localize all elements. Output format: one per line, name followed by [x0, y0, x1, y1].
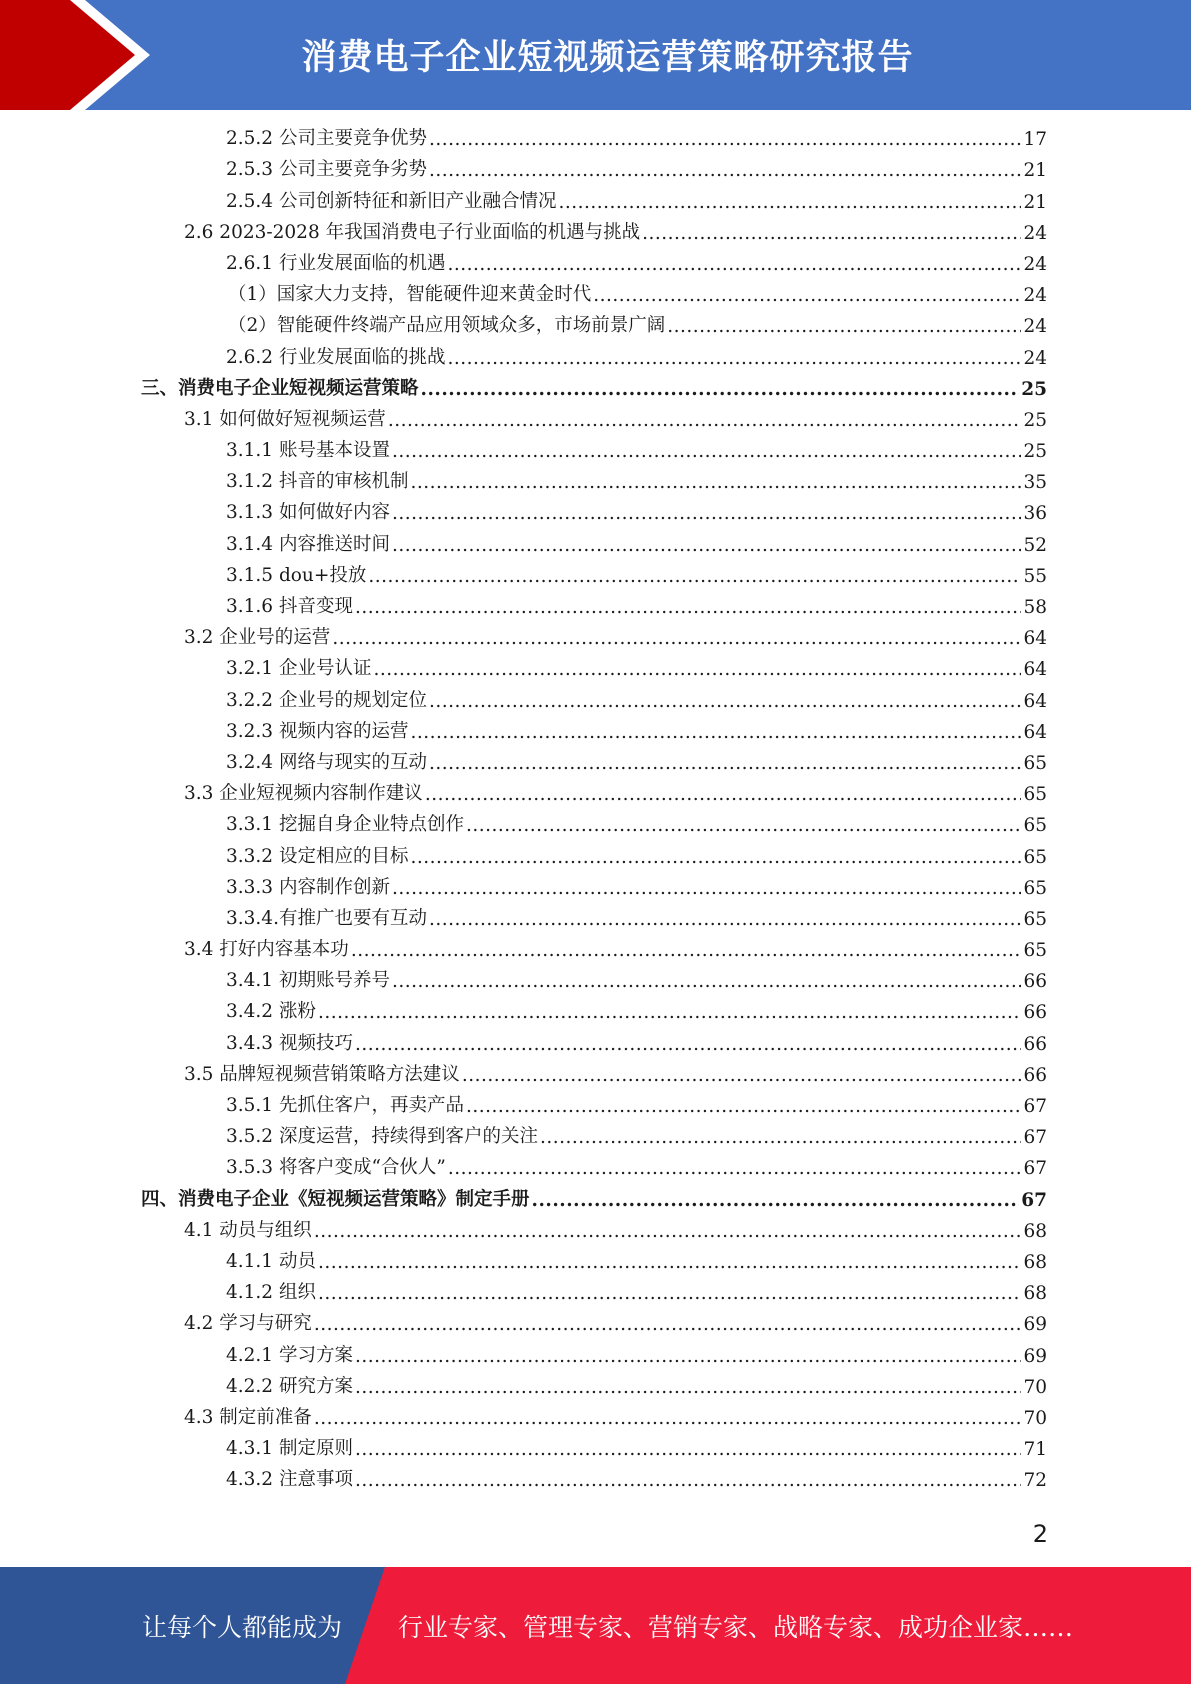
- toc-dot-leader: [558, 192, 1021, 218]
- toc-entry[interactable]: [0, 1184, 1191, 1215]
- toc-dot-leader: [355, 597, 1022, 623]
- toc-dot-leader: [392, 878, 1021, 904]
- toc-entry-title: 4.2.2 研究方案: [226, 1375, 353, 1397]
- toc-entry[interactable]: [0, 1060, 1191, 1091]
- toc-entry-page: 24: [1023, 347, 1047, 369]
- toc-entry-page: 65: [1023, 752, 1047, 774]
- toc-dot-leader: [466, 1096, 1021, 1122]
- toc-entry[interactable]: [0, 405, 1191, 436]
- toc-dot-leader: [373, 659, 1021, 685]
- toc-dot-leader: [318, 1252, 1022, 1278]
- toc-dot-leader: [447, 254, 1021, 280]
- toc-dot-leader: [532, 1190, 1020, 1216]
- toc-dot-leader: [448, 1158, 1022, 1184]
- toc-entry[interactable]: [0, 623, 1191, 654]
- toc-entry-title: 2.5.4 公司创新特征和新旧产业融合情况: [226, 190, 557, 212]
- toc-dot-leader: [318, 1283, 1022, 1309]
- toc-entry-title: 2.5.2 公司主要竞争优势: [226, 128, 427, 150]
- toc-entry[interactable]: [0, 280, 1191, 311]
- toc-entry-title: 2.6.1 行业发展面临的机遇: [226, 252, 446, 274]
- toc-entry[interactable]: [0, 1278, 1191, 1309]
- toc-entry[interactable]: [0, 1340, 1191, 1371]
- toc-entry-title: 3.1.3 如何做好内容: [226, 502, 390, 524]
- toc-entry[interactable]: [0, 467, 1191, 498]
- toc-entry-page: 67: [1023, 1096, 1047, 1117]
- toc-entry-title: 3.2.1 企业号认证: [226, 658, 372, 680]
- toc-entry-page: 25: [1021, 378, 1047, 400]
- toc-dot-leader: [392, 535, 1021, 561]
- toc-dot-leader: [332, 628, 1021, 654]
- toc-entry-title: 3.4.1 初期账号养号: [226, 970, 390, 992]
- toc-entry-page: 68: [1023, 1220, 1047, 1242]
- toc-entry-page: 25: [1023, 441, 1047, 463]
- toc-entry[interactable]: [0, 935, 1191, 966]
- toc-entry-page: 25: [1023, 409, 1047, 431]
- toc-entry-title: （2）智能硬件终端产品应用领域众多，市场前景广阔: [228, 315, 666, 337]
- toc-dot-leader: [355, 1034, 1022, 1060]
- toc-dot-leader: [429, 160, 1021, 186]
- toc-entry-page: 65: [1023, 784, 1047, 806]
- toc-entry-title: 3.5.1 先抓住客户，再卖产品: [226, 1095, 464, 1116]
- toc-entry-title: 3.1.4 内容推送时间: [226, 533, 390, 555]
- toc-entry-title: 3.2.3 视频内容的运营: [226, 720, 409, 742]
- toc-dot-leader: [355, 1346, 1022, 1372]
- toc-dot-leader: [355, 1470, 1022, 1496]
- toc-entry-page: 71: [1023, 1439, 1047, 1461]
- toc-entry[interactable]: [0, 1122, 1191, 1153]
- toc-entry-page: 52: [1023, 534, 1047, 556]
- toc-entry-page: 21: [1023, 191, 1047, 213]
- toc-entry-page: 67: [1023, 1127, 1047, 1149]
- toc-dot-leader: [392, 503, 1021, 529]
- toc-entry[interactable]: [0, 748, 1191, 779]
- toc-entry-title: 4.3.2 注意事项: [226, 1469, 353, 1491]
- toc-entry[interactable]: [0, 529, 1191, 560]
- toc-dot-leader: [429, 691, 1021, 717]
- toc-entry[interactable]: [0, 1434, 1191, 1465]
- toc-dot-leader: [429, 129, 1021, 155]
- toc-entry[interactable]: [0, 810, 1191, 841]
- toc-entry-title: 4.2 学习与研究: [184, 1313, 312, 1335]
- toc-entry-title: 3.1.1 账号基本设置: [226, 440, 390, 462]
- toc-entry-page: 70: [1023, 1407, 1047, 1429]
- toc-entry-page: 65: [1023, 940, 1047, 962]
- toc-entry-page: 64: [1023, 628, 1047, 650]
- toc-dot-leader: [368, 566, 1021, 592]
- toc-entry[interactable]: [0, 249, 1191, 280]
- toc-entry-title: 3.1.2 抖音的审核机制: [226, 471, 409, 493]
- toc-dot-leader: [318, 1002, 1022, 1028]
- toc-entry-title: 2.5.3 公司主要竞争劣势: [226, 159, 427, 181]
- toc-entry-page: 64: [1023, 659, 1047, 681]
- toc-entry-title: 4.3.1 制定原则: [226, 1438, 353, 1460]
- toc-entry-page: 36: [1023, 503, 1047, 525]
- toc-entry-title: 3.4.3 视频技巧: [226, 1032, 353, 1054]
- report-title: 消费电子企业短视频运营策略研究报告: [301, 38, 914, 78]
- toc-entry-page: 24: [1023, 222, 1047, 244]
- toc-entry-page: 72: [1023, 1470, 1047, 1492]
- toc-entry[interactable]: [0, 374, 1191, 405]
- toc-entry[interactable]: [0, 592, 1191, 623]
- toc-entry-page: 58: [1023, 597, 1047, 618]
- toc-entry-title: 4.2.1 学习方案: [226, 1344, 353, 1366]
- toc-dot-leader: [593, 285, 1021, 311]
- toc-entry-title: 3.2.4 网络与现实的互动: [226, 751, 427, 773]
- toc-entry[interactable]: [0, 1372, 1191, 1403]
- toc-entry[interactable]: [0, 1309, 1191, 1340]
- toc-dot-leader: [388, 410, 1022, 436]
- toc-entry-title: （1）国家大力支持，智能硬件迎来黄金时代: [228, 284, 592, 306]
- toc-entry[interactable]: [0, 997, 1191, 1028]
- toc-dot-leader: [314, 1314, 1022, 1340]
- toc-dot-leader: [642, 223, 1021, 249]
- toc-entry-page: 35: [1023, 472, 1047, 494]
- toc-entry[interactable]: [0, 1403, 1191, 1434]
- toc-dot-leader: [314, 1221, 1022, 1247]
- toc-entry-page: 68: [1023, 1251, 1047, 1273]
- toc-dot-leader: [462, 1065, 1022, 1091]
- page-header: [0, 0, 1191, 110]
- toc-entry[interactable]: [0, 841, 1191, 872]
- toc-dot-leader: [425, 784, 1022, 810]
- toc-entry-title: 3.5.3 将客户变成“合伙人”: [226, 1157, 446, 1179]
- toc-dot-leader: [355, 1377, 1022, 1403]
- toc-dot-leader: [410, 847, 1021, 873]
- page-footer: [0, 1567, 1191, 1684]
- toc-dot-leader: [410, 472, 1021, 498]
- toc-dot-leader: [314, 1408, 1022, 1434]
- toc-entry-title: 3.1.5 dou+投放: [226, 564, 367, 586]
- toc-entry-title: 3.5 品牌短视频营销策略方法建议: [184, 1063, 460, 1085]
- footer-slogan-left: 让每个人都能成为: [142, 1612, 343, 1642]
- toc-entry-title: 3.2.2 企业号的规划定位: [226, 689, 427, 711]
- toc-entry-title: 四、消费电子企业《短视频运营策略》制定手册: [141, 1188, 530, 1210]
- toc-entry-title: 4.1.1 动员: [226, 1250, 316, 1272]
- toc-entry[interactable]: [0, 311, 1191, 342]
- toc-entry-page: 65: [1023, 815, 1047, 837]
- toc-entry-title: 3.3.3 内容制作创新: [226, 876, 390, 898]
- toc-entry-title: 三、消费电子企业短视频运营策略: [141, 377, 419, 399]
- toc-entry-page: 55: [1023, 565, 1047, 587]
- toc-entry-title: 3.1.6 抖音变现: [226, 596, 353, 617]
- toc-entry-page: 69: [1023, 1345, 1047, 1367]
- toc-entry[interactable]: [0, 685, 1191, 716]
- toc-entry-page: 65: [1023, 846, 1047, 868]
- toc-entry[interactable]: [0, 498, 1191, 529]
- toc-entry-page: 68: [1023, 1283, 1047, 1305]
- toc-entry[interactable]: [0, 654, 1191, 685]
- toc-entry-page: 64: [1023, 690, 1047, 712]
- toc-entry-page: 24: [1023, 253, 1047, 275]
- table-of-contents: [0, 124, 1191, 1496]
- toc-entry[interactable]: [0, 779, 1191, 810]
- toc-entry[interactable]: [0, 218, 1191, 249]
- toc-entry-title: 4.1 动员与组织: [184, 1219, 312, 1241]
- toc-entry-title: 4.3 制定前准备: [184, 1406, 312, 1428]
- toc-entry[interactable]: [0, 342, 1191, 373]
- toc-entry[interactable]: [0, 155, 1191, 186]
- toc-entry[interactable]: [0, 904, 1191, 935]
- toc-entry-title: 4.1.2 组织: [226, 1282, 316, 1304]
- toc-entry-title: 3.5.2 深度运营，持续得到客户的关注: [226, 1126, 538, 1148]
- toc-dot-leader: [392, 441, 1021, 467]
- toc-entry[interactable]: [0, 186, 1191, 217]
- toc-entry-title: 3.1 如何做好短视频运营: [184, 408, 386, 430]
- toc-dot-leader: [447, 348, 1021, 374]
- toc-entry[interactable]: [0, 717, 1191, 748]
- toc-entry[interactable]: [0, 1153, 1191, 1184]
- toc-entry-page: 24: [1023, 285, 1047, 307]
- toc-entry-page: 66: [1023, 1064, 1047, 1086]
- toc-entry[interactable]: [0, 1091, 1191, 1122]
- toc-entry-page: 24: [1023, 316, 1047, 338]
- toc-entry[interactable]: [0, 873, 1191, 904]
- toc-entry[interactable]: [0, 1465, 1191, 1496]
- toc-entry[interactable]: [0, 1247, 1191, 1278]
- toc-entry-page: 69: [1023, 1314, 1047, 1336]
- toc-dot-leader: [392, 971, 1021, 997]
- toc-entry-title: 2.6 2023-2028 年我国消费电子行业面临的机遇与挑战: [184, 221, 641, 243]
- toc-entry-page: 70: [1023, 1376, 1047, 1398]
- toc-entry-page: 67: [1023, 1158, 1047, 1180]
- toc-dot-leader: [540, 1127, 1021, 1153]
- toc-entry-title: 3.2 企业号的运营: [184, 627, 331, 649]
- toc-dot-leader: [351, 940, 1022, 966]
- toc-dot-leader: [466, 815, 1021, 841]
- toc-entry-page: 17: [1023, 129, 1047, 151]
- toc-entry-page: 65: [1023, 877, 1047, 899]
- toc-dot-leader: [421, 379, 1020, 405]
- toc-entry[interactable]: [0, 436, 1191, 467]
- toc-entry-page: 64: [1023, 721, 1047, 743]
- toc-dot-leader: [355, 1439, 1022, 1465]
- toc-entry[interactable]: [0, 561, 1191, 592]
- toc-entry-page: 65: [1023, 908, 1047, 930]
- toc-entry-page: 66: [1023, 1002, 1047, 1024]
- toc-entry-page: 66: [1023, 1033, 1047, 1055]
- toc-entry-title: 3.4 打好内容基本功: [184, 939, 349, 961]
- footer-slogan-right: 行业专家、管理专家、营销专家、战略专家、成功企业家……: [398, 1612, 1074, 1642]
- toc-dot-leader: [429, 909, 1021, 935]
- toc-entry-title: 3.3.1 挖掘自身企业特点创作: [226, 814, 464, 836]
- toc-entry-page: 21: [1023, 160, 1047, 182]
- toc-entry[interactable]: [0, 1216, 1191, 1247]
- page-number: 2: [1032, 1520, 1048, 1548]
- toc-entry-page: 67: [1021, 1189, 1047, 1211]
- toc-entry[interactable]: [0, 124, 1191, 155]
- toc-entry[interactable]: [0, 1028, 1191, 1059]
- toc-dot-leader: [410, 722, 1021, 748]
- toc-dot-leader: [667, 316, 1021, 342]
- toc-entry-title: 3.3 企业短视频内容制作建议: [184, 783, 423, 805]
- toc-entry-title: 3.4.2 涨粉: [226, 1001, 316, 1023]
- toc-entry-page: 66: [1023, 971, 1047, 993]
- toc-entry-title: 3.3.4.有推广也要有互动: [226, 907, 427, 929]
- toc-entry[interactable]: [0, 966, 1191, 997]
- toc-entry-title: 3.3.2 设定相应的目标: [226, 845, 409, 867]
- toc-dot-leader: [429, 753, 1021, 779]
- toc-entry-title: 2.6.2 行业发展面临的挑战: [226, 346, 446, 368]
